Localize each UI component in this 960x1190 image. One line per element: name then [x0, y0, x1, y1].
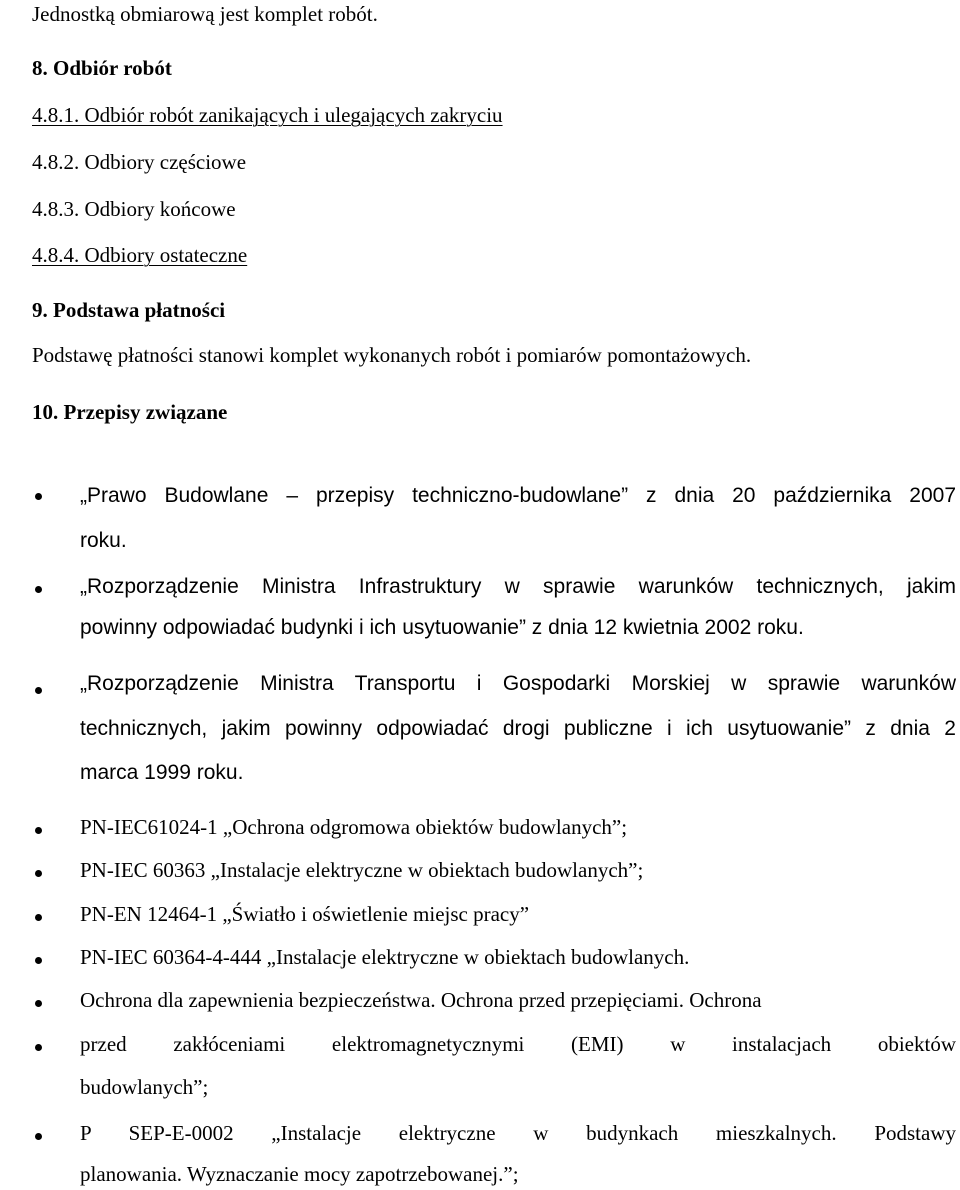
- subsection-4-8-4: 4.8.4. Odbiory ostateczne: [32, 243, 248, 267]
- ref-2-line-1: „Rozporządzenie Ministra Infrastruktury w sprawie warunków technicznych, jakim: [80, 575, 956, 598]
- bullet-icon: [35, 1044, 42, 1051]
- ref-2-line-2: powinny odpowiadać budynki i ich usytuowanie” z dnia 12 kwietnia 2002 roku.: [80, 616, 804, 639]
- section-8-heading: 8. Odbiór robót: [32, 56, 172, 80]
- ref-3-line-2: technicznych, jakim powinny odpowiadać drogi publiczne i ich usytuowanie” z dnia 2: [80, 717, 956, 740]
- standard-2: PN-IEC 60363 „Instalacje elektryczne w obiektach budowlanych”;: [80, 858, 644, 882]
- bullet-icon: [35, 687, 42, 694]
- bullet-icon: [35, 493, 42, 500]
- bullet-icon: [35, 1133, 42, 1140]
- standard-1: PN-IEC61024-1 „Ochrona odgromowa obiektów budowlanych”;: [80, 815, 628, 839]
- subsection-4-8-1: 4.8.1. Odbiór robót zanikających i ulegających zakryciu: [32, 103, 503, 127]
- intro-text: Jednostką obmiarową jest komplet robót.: [32, 2, 378, 26]
- standard-3: PN-EN 12464-1 „Światło i oświetlenie miejsc pracy”: [80, 902, 530, 926]
- section-9-text: Podstawę płatności stanowi komplet wykonanych robót i pomiarów pomontażowych.: [32, 343, 752, 367]
- ref-1-line-1: „Prawo Budowlane – przepisy techniczno-budowlane” z dnia 20 października 2007: [80, 484, 956, 507]
- ref-3-line-1: „Rozporządzenie Ministra Transportu i Gospodarki Morskiej w sprawie warunków: [80, 672, 956, 695]
- standard-6-line-1: przed zakłóceniami elektromagnetycznymi (EMI) w instalacjach obiektów: [80, 1032, 956, 1056]
- ref-3-line-3: marca 1999 roku.: [80, 761, 244, 784]
- subsection-4-8-2: 4.8.2. Odbiory częściowe: [32, 150, 247, 174]
- standard-6-line-2: budowlanych”;: [80, 1075, 209, 1099]
- standard-7-line-2: planowania. Wyznaczanie mocy zapotrzebowanej.”;: [80, 1162, 519, 1186]
- standard-4: PN-IEC 60364-4-444 „Instalacje elektryczne w obiektach budowlanych.: [80, 945, 690, 969]
- section-9-heading: 9. Podstawa płatności: [32, 298, 226, 322]
- bullet-icon: [35, 1000, 42, 1007]
- standard-5: Ochrona dla zapewnienia bezpieczeństwa. Ochrona przed przepięciami. Ochrona: [80, 988, 762, 1012]
- subsection-4-8-3: 4.8.3. Odbiory końcowe: [32, 197, 236, 221]
- bullet-icon: [35, 586, 42, 593]
- section-10-heading: 10. Przepisy związane: [32, 400, 228, 424]
- bullet-icon: [35, 827, 42, 834]
- bullet-icon: [35, 957, 42, 964]
- ref-1-line-2: roku.: [80, 529, 127, 552]
- bullet-icon: [35, 870, 42, 877]
- standard-7-line-1: P SEP-E-0002 „Instalacje elektryczne w budynkach mieszkalnych. Podstawy: [80, 1121, 956, 1145]
- bullet-icon: [35, 914, 42, 921]
